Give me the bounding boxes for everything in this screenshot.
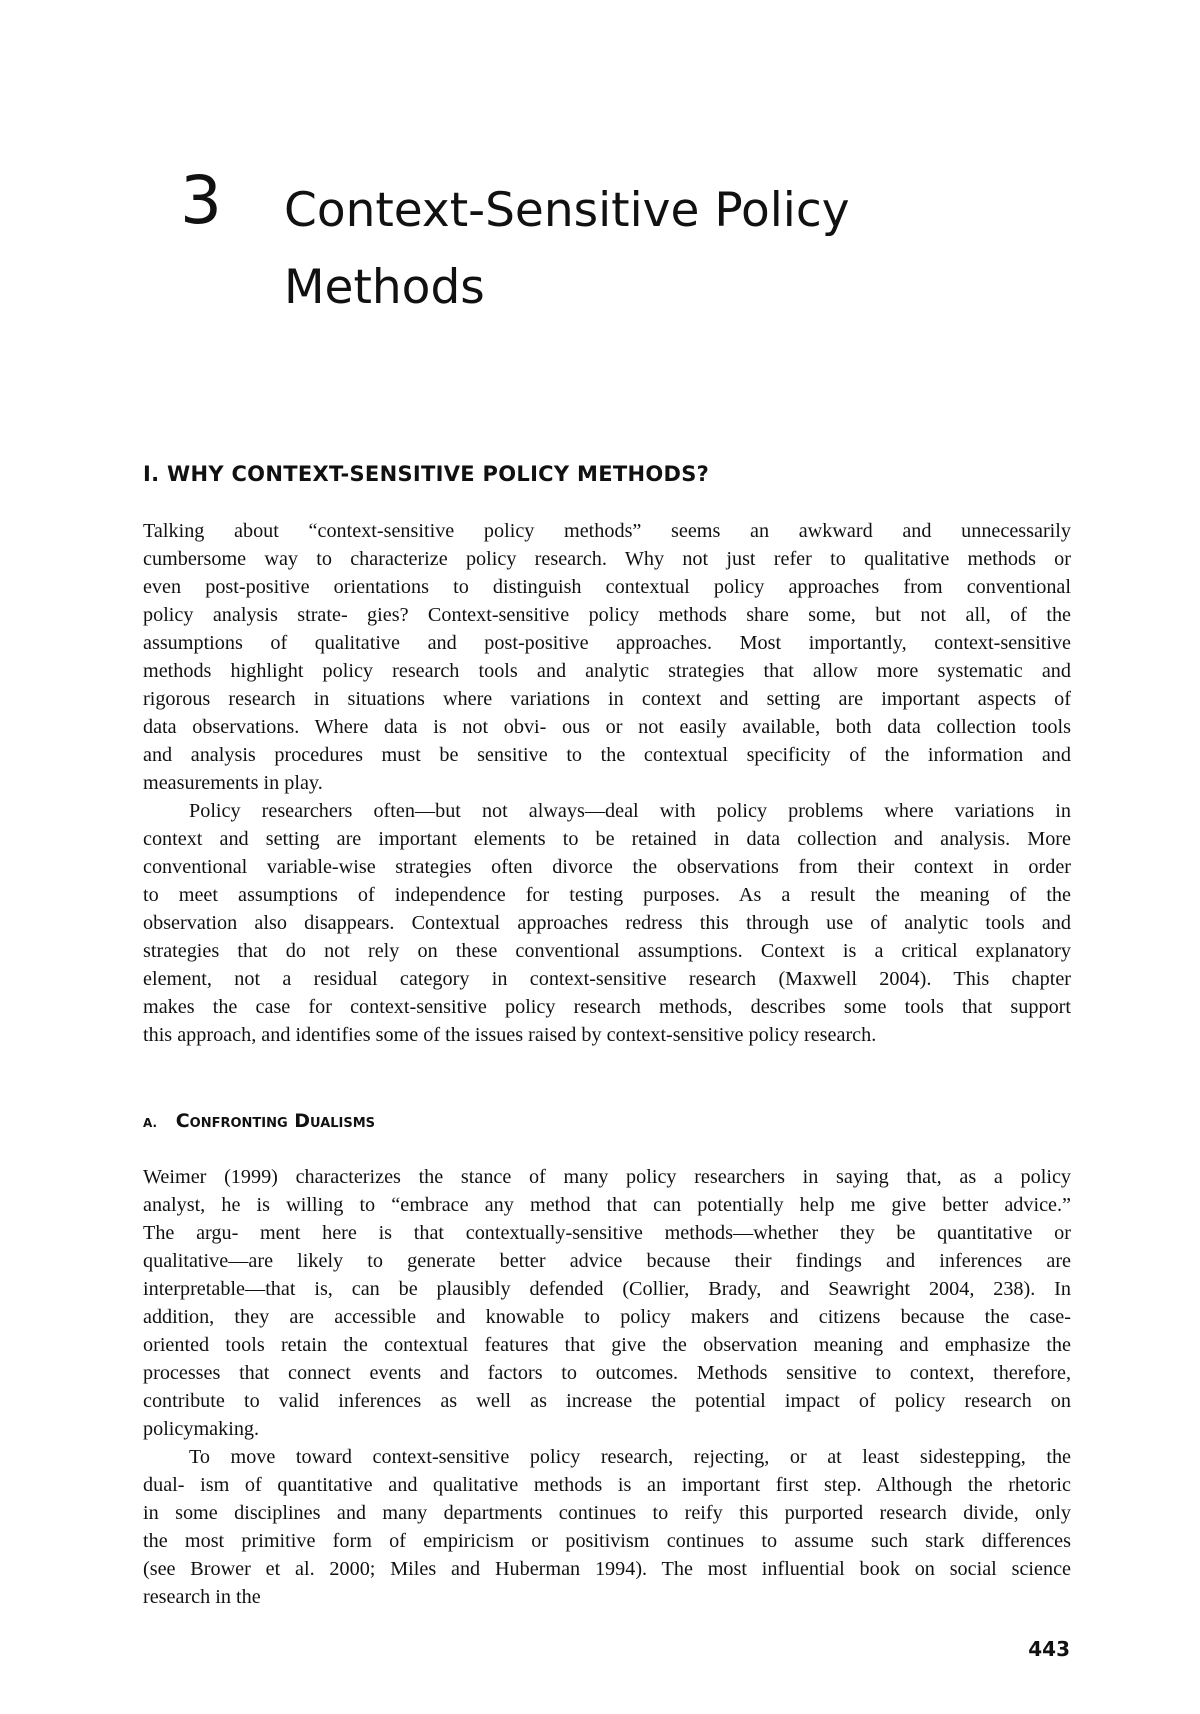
text-line: contribute to valid inferences as well as increase the potential impact of policy research on (143, 1390, 1071, 1412)
subsection-label: A. (143, 1116, 158, 1130)
text-line: interpretable—that is, can be plausibly defended (Collier, Brady, and Seawright 2004, 238). In (143, 1278, 1071, 1300)
paragraph-4 (143, 1443, 1071, 1611)
page-number: 443 (1028, 1637, 1070, 1661)
text-line: Talking about “context-sensitive policy methods” seems an awkward and unnecessarily (143, 520, 1071, 542)
text-line: Weimer (1999) characterizes the stance of many policy researchers in saying that, as a policy (143, 1166, 1071, 1188)
paragraph-2 (143, 797, 1071, 1049)
text-line: the most primitive form of empiricism or positivism continues to assume such stark differences (143, 1530, 1071, 1552)
text-line: and analysis procedures must be sensitive to the contextual specificity of the information and (143, 744, 1071, 766)
text-line: to meet assumptions of independence for testing purposes. As a result the meaning of the (143, 884, 1071, 906)
text-line: context and setting are important elements to be retained in data collection and analysis. More (143, 828, 1071, 850)
text-line: strategies that do not rely on these conventional assumptions. Context is a critical explanatory (143, 940, 1071, 962)
text-line: processes that connect events and factors to outcomes. Methods sensitive to context, therefore, (143, 1362, 1071, 1384)
text-line: research in the (143, 1586, 261, 1608)
chapter-title-line: Context-Sensitive Policy (284, 183, 850, 238)
text-line: measurements in play. (143, 772, 323, 794)
text-line: oriented tools retain the contextual features that give the observation meaning and emphasize the (143, 1334, 1071, 1356)
text-line: makes the case for context-sensitive policy research methods, describes some tools that support (143, 996, 1071, 1018)
chapter-title (284, 172, 1084, 326)
text-line: qualitative—are likely to generate better advice because their findings and inferences are (143, 1250, 1071, 1272)
chapter-title-line: Methods (284, 260, 485, 315)
text-line: even post-positive orientations to distinguish contextual policy approaches from conventional (143, 576, 1071, 598)
chapter-number: 3 (180, 162, 222, 239)
text-line: analyst, he is willing to “embrace any method that can potentially help me give better advice.” (143, 1194, 1071, 1216)
text-line: policy analysis strate- gies? Context-sensitive policy methods share some, but not all, of the (143, 604, 1071, 626)
text-line: rigorous research in situations where variations in context and setting are important aspects of (143, 688, 1071, 710)
text-line: in some disciplines and many departments continues to reify this purported research divide, only (143, 1502, 1071, 1524)
text-line: data observations. Where data is not obvi- ous or not easily available, both data collection tools (143, 716, 1071, 738)
text-line: observation also disappears. Contextual approaches redress this through use of analytic tools and (143, 912, 1071, 934)
text-line: conventional variable-wise strategies often divorce the observations from their context in order (143, 856, 1071, 878)
paragraph-3 (143, 1163, 1071, 1443)
text-line: methods highlight policy research tools and analytic strategies that allow more systematic and (143, 660, 1071, 682)
text-line: this approach, and identifies some of the issues raised by context-sensitive policy research. (143, 1024, 877, 1046)
text-line: element, not a residual category in context-sensitive research (Maxwell 2004). This chapter (143, 968, 1071, 990)
subsection-heading (143, 1110, 375, 1132)
text-line: assumptions of qualitative and post-positive approaches. Most importantly, context-sensitive (143, 632, 1071, 654)
text-line: dual- ism of quantitative and qualitative methods is an important first step. Although the rhetoric (143, 1474, 1071, 1496)
paragraph-1 (143, 517, 1071, 797)
text-line: addition, they are accessible and knowable to policy makers and citizens because the case- (143, 1306, 1071, 1328)
text-line: To move toward context-sensitive policy research, rejecting, or at least sidestepping, the (189, 1446, 1071, 1468)
section-heading: I. WHY CONTEXT-SENSITIVE POLICY METHODS? (143, 462, 710, 486)
text-line: cumbersome way to characterize policy research. Why not just refer to qualitative methods or (143, 548, 1071, 570)
text-line: Policy researchers often—but not always—deal with policy problems where variations in (189, 800, 1071, 822)
subsection-title: Confronting Dualisms (175, 1110, 376, 1132)
text-line: The argu- ment here is that contextually-sensitive methods—whether they be quantitative or (143, 1222, 1071, 1244)
text-line: (see Brower et al. 2000; Miles and Huberman 1994). The most influential book on social science (143, 1558, 1071, 1580)
text-line: policymaking. (143, 1418, 260, 1440)
